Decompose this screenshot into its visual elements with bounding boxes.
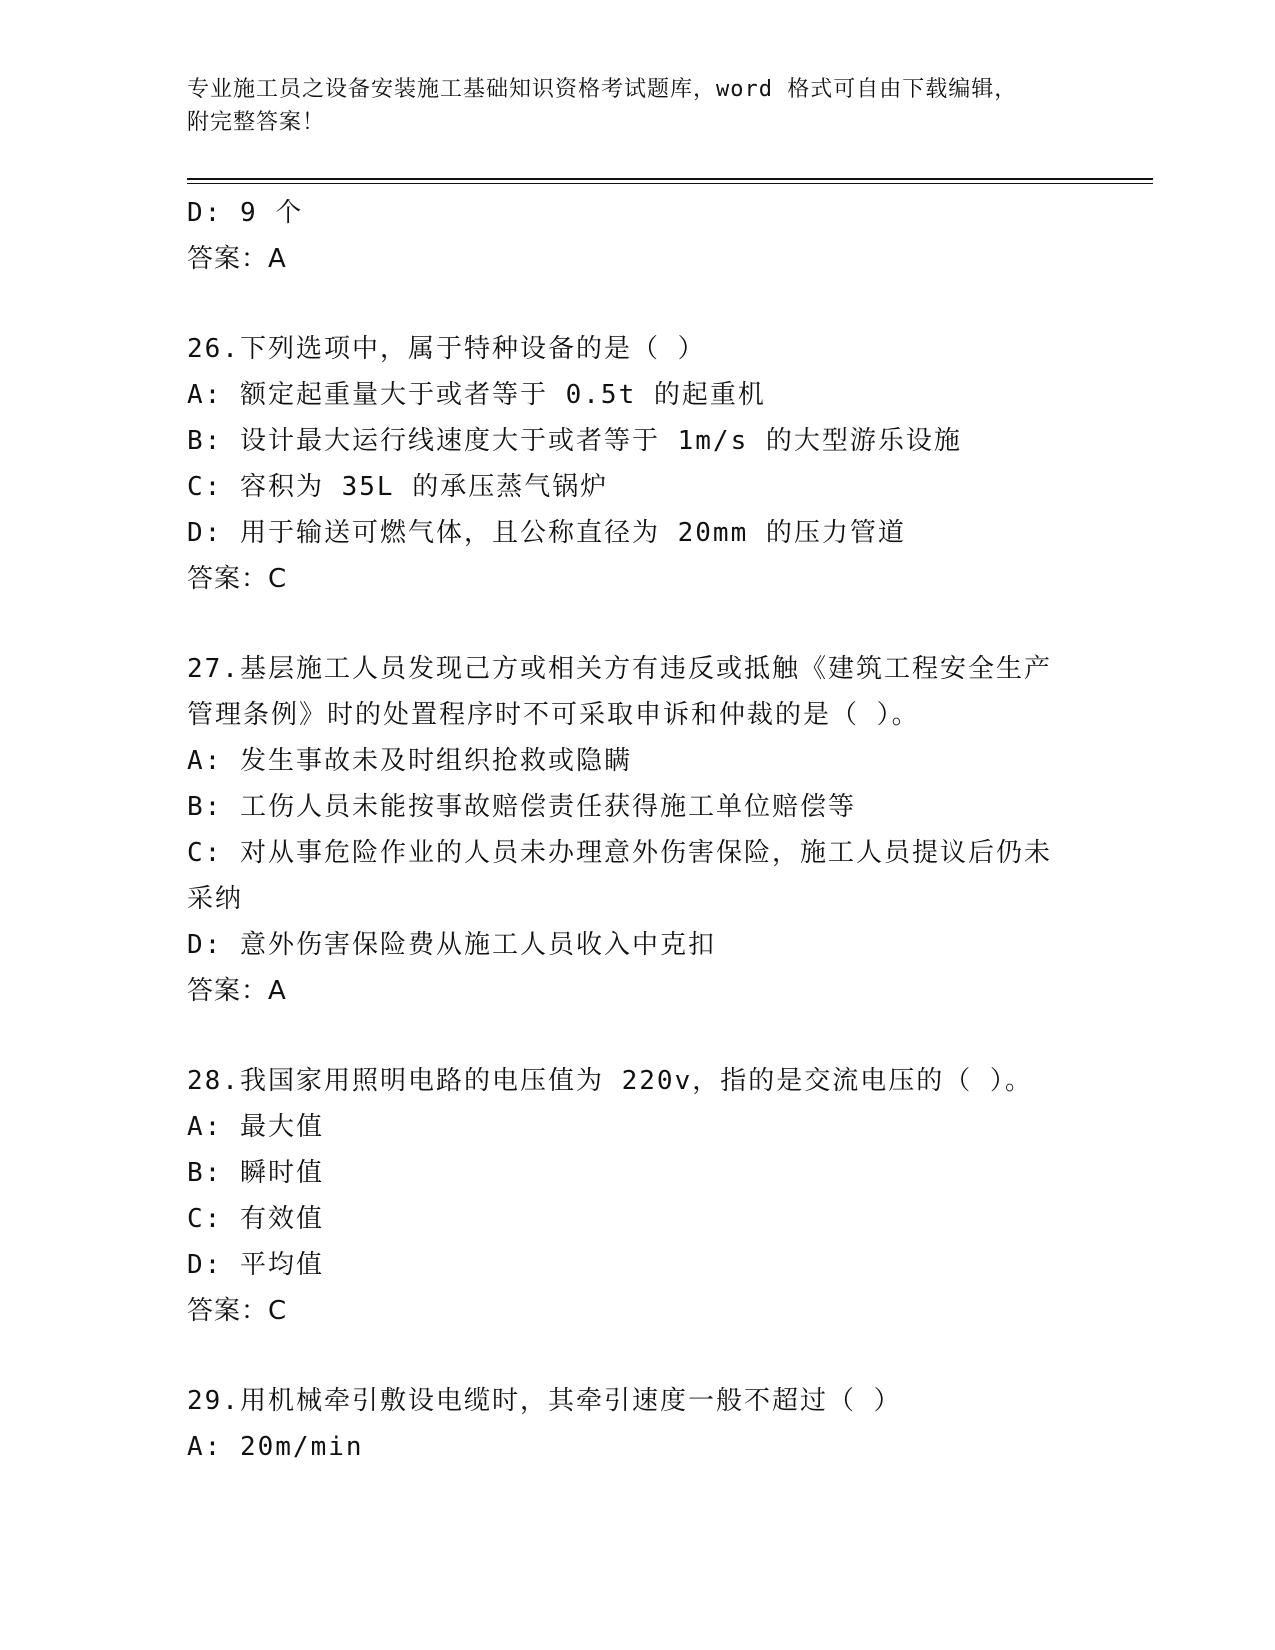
option-a: A: 最大值 [187,1112,324,1142]
header-divider-thin [187,183,1153,184]
option-a: A: 20m/min [187,1432,364,1462]
option-a: A: 发生事故未及时组织抢救或隐瞒 [187,746,632,776]
answer-line: 答案：A [187,976,287,1006]
option-c: C: 容积为 35L 的承压蒸气锅炉 [187,472,609,502]
option-c-continued: 采纳 [187,884,244,914]
question-28 [187,1058,1087,1334]
option-d: D: 平均值 [187,1250,324,1280]
question-26 [187,326,1087,602]
option-d: D: 9 个 [187,198,304,228]
header-line-1: 专业施工员之设备安装施工基础知识资格考试题库，word 格式可自由下载编辑， [187,77,1018,102]
question-text: 29.用机械牵引敷设电缆时，其牵引速度一般不超过（ ） [187,1386,902,1416]
previous-question-tail [187,190,1087,282]
question-27 [187,646,1087,1014]
header-divider-thick [187,178,1153,180]
question-list [187,190,1087,1470]
option-b: B: 瞬时值 [187,1158,324,1188]
option-b: B: 设计最大运行线速度大于或者等于 1m/s 的大型游乐设施 [187,426,962,456]
option-c: C: 对从事危险作业的人员未办理意外伤害保险，施工人员提议后仍未 [187,838,1052,868]
question-29 [187,1378,1087,1470]
question-text: 26.下列选项中，属于特种设备的是（ ） [187,334,706,364]
option-c: C: 有效值 [187,1204,324,1234]
question-text: 28.我国家用照明电路的电压值为 220v，指的是交流电压的（ ）。 [187,1066,1033,1096]
option-d: D: 意外伤害保险费从施工人员收入中克扣 [187,930,716,960]
question-text: 27.基层施工人员发现己方或相关方有违反或抵触《建筑工程安全生产 [187,654,1052,684]
answer-line: 答案：C [187,564,288,594]
option-a: A: 额定起重量大于或者等于 0.5t 的起重机 [187,380,766,410]
answer-line: 答案：A [187,244,287,274]
header-line-2: 附完整答案！ [187,110,326,135]
document-header [187,73,1087,139]
option-b: B: 工伤人员未能按事故赔偿责任获得施工单位赔偿等 [187,792,856,822]
question-text-continued: 管理条例》时的处置程序时不可采取申诉和仲裁的是（ ）。 [187,700,920,730]
option-d: D: 用于输送可燃气体，且公称直径为 20mm 的压力管道 [187,518,906,548]
answer-line: 答案：C [187,1296,288,1326]
